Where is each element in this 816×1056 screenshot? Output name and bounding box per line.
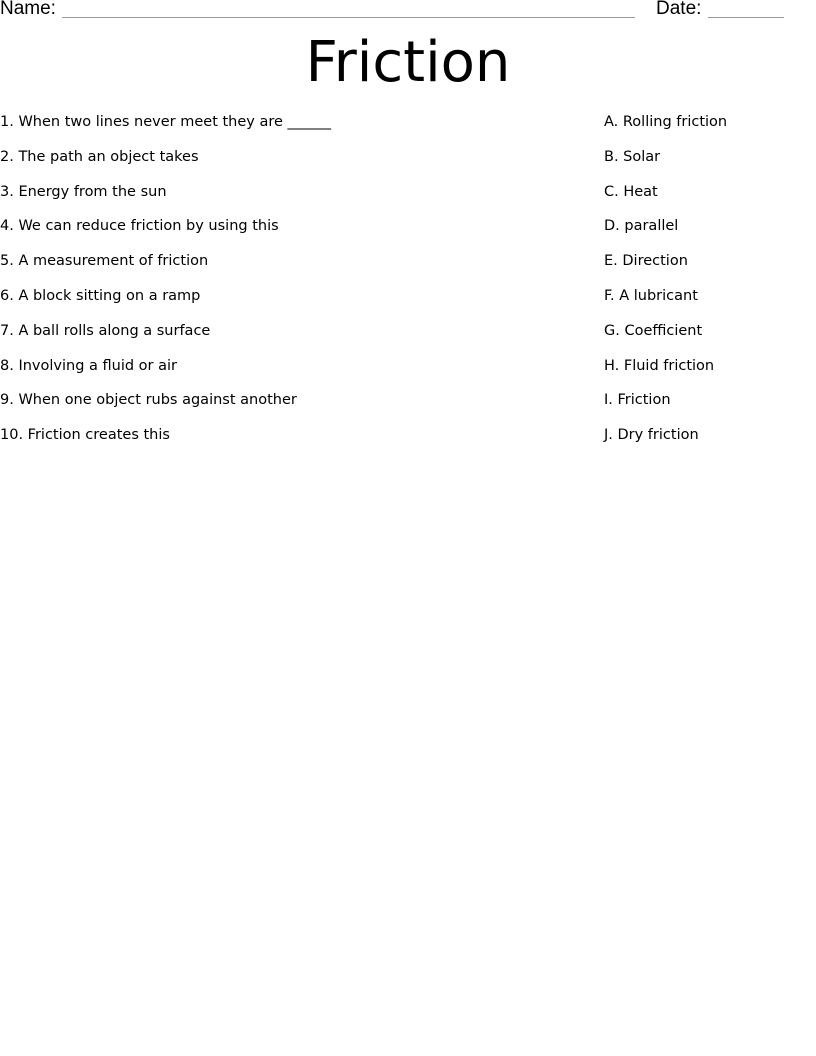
date-blank-line xyxy=(708,17,784,18)
question-item: 6. A block sitting on a ramp xyxy=(0,287,201,304)
question-item: 8. Involving a fluid or air xyxy=(0,357,177,374)
worksheet-title: Friction xyxy=(305,30,511,95)
answer-item: F. A lubricant xyxy=(604,287,698,304)
question-item: 7. A ball rolls along a surface xyxy=(0,322,211,339)
answer-item: A. Rolling friction xyxy=(604,114,728,130)
question-item: 1. When two lines never meet they are ______ xyxy=(0,114,332,130)
question-item: 10. Friction creates this xyxy=(0,427,170,444)
worksheet-header xyxy=(0,0,816,22)
answer-item: E. Direction xyxy=(604,253,688,270)
question-item: 3. Energy from the sun xyxy=(0,183,167,200)
answer-item: J. Dry friction xyxy=(604,427,699,444)
name-blank-line xyxy=(62,17,635,18)
name-label: Name: xyxy=(0,0,56,19)
answer-item: H. Fluid friction xyxy=(604,357,715,374)
answer-item: C. Heat xyxy=(604,183,658,200)
question-item: 4. We can reduce friction by using this xyxy=(0,218,279,235)
answer-item: G. Coefficient xyxy=(604,322,703,339)
answer-item: B. Solar xyxy=(604,148,661,165)
answer-list xyxy=(604,112,804,460)
question-list xyxy=(0,112,560,460)
date-label: Date: xyxy=(656,0,702,19)
question-item: 9. When one object rubs against another xyxy=(0,392,297,409)
question-item: 5. A measurement of friction xyxy=(0,253,209,270)
answer-item: I. Friction xyxy=(604,392,671,409)
answer-item: D. parallel xyxy=(604,218,679,235)
question-item: 2. The path an object takes xyxy=(0,148,199,165)
